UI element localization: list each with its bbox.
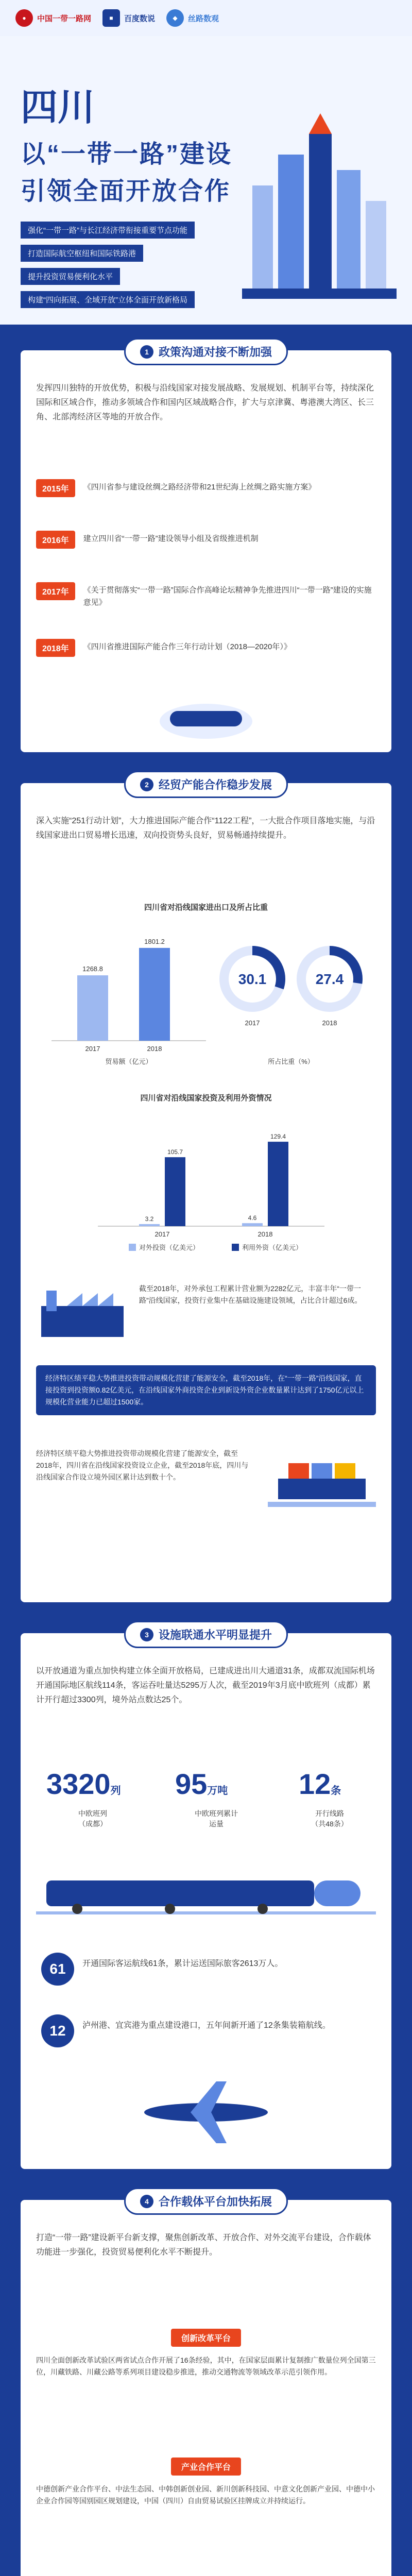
section-title: 合作载体平台加快拓展 [158,2195,272,2208]
timeline-text: 《四川省参与建设丝绸之路经济带和21世纪海上丝绸之路实施方案》 [83,483,316,492]
year-badge: 2018年 [36,639,75,657]
year-badge: 2016年 [36,531,75,549]
section-4-header [124,2188,288,2215]
investment-chart [36,1108,376,1262]
factory-illustration [36,1280,129,1342]
bar-value-label: 105.7 [167,1148,183,1156]
section-paragraph: 以开放通道为重点加快构建立体全面开放格局，已建成进出川大通道31条，成都双流国际机场开通国际地区航线114条，客运吞吐量达5295万人次，截至2019年3月底中欧班列（成都）累计开行超过3300列，境外站点数达25个。 [36,1667,375,1704]
airplane-illustration [134,2071,278,2154]
year-badge: 2015年 [36,479,75,497]
stat-unit: 条 [331,1785,341,1797]
silk-road-logo-icon: ◆ [166,9,184,27]
bar-value-label: 3.2 [145,1215,154,1223]
stat-caption: 中欧班列累计 运量 [195,1809,238,1828]
legend-swatch [129,1244,136,1251]
section-number: 2 [140,778,153,791]
hero-tags [21,222,195,308]
section-paragraph: 深入实施“251行动计划”，大力推进国际产能合作“1122工程”，一大批合作项目落地实施，与沿线国家进出口贸易增长迅速，双向投资势头良好，贸易畅通持续提升。 [36,817,375,840]
section-platforms [21,2195,391,2576]
legend-label: 对外投资（亿美元） [139,1244,200,1251]
legend-swatch [232,1244,239,1251]
container-ship-illustration [268,1437,376,1525]
x-tick-label: 2017 [154,1230,170,1238]
hero-subtitle-2: 引领全面开放合作 [21,178,231,205]
flights-note: 开通国际客运航线61条，累计运送国际旅客2613万人。 [82,1959,283,1968]
section-trade [21,778,391,1602]
platform-1-title: 创新改革平台 [171,2329,241,2347]
legend-label: 所占比重（%） [268,1058,314,1065]
bar-value-label: 129.4 [270,1133,286,1141]
section-title: 政策沟通对接不断加强 [158,346,272,359]
x-tick-label: 2018 [322,1019,337,1027]
hero-tag: 打造国际航空枢纽和国际铁路港 [21,245,143,262]
stat-number: 12 [299,1768,331,1800]
hero [0,36,412,325]
flights-count-badge: 61 [41,1953,74,1986]
hero-tag: 提升投资贸易便利化水平 [21,268,120,285]
bar [268,1142,288,1226]
trade-note: 截至2018年，对外承包工程累计营业额为2282亿元，丰富丰年“一带一路”沿线国家，投资行业集中在基础设施建设领域，占比合计超过6成。 [139,1284,362,1304]
section-infrastructure [21,1629,391,2169]
stat-value [46,1767,121,1801]
timeline-item [36,479,376,497]
chart-1-title: 四川省对沿线国家进出口及所占比重 [144,903,268,912]
bar [139,948,170,1041]
timeline-text: 《关于贯彻落实“一带一路”国际合作高峰论坛精神争先推进四川“一带一路”建设的实施意见》 [83,586,372,607]
train-illustration [36,1850,376,1927]
hero-tag: 强化“一带一路”与长江经济带衔接重要节点功能 [21,222,195,239]
x-tick-label: 2017 [245,1019,260,1027]
handshake-illustration [149,685,263,742]
ratio-value-label: 27.4 [315,971,344,987]
section-title: 经贸产能合作稳步发展 [158,778,272,791]
section-number: 3 [140,1628,153,1641]
section-number: 1 [140,345,153,359]
bar [77,975,108,1041]
stat-value [299,1767,341,1801]
section-2-header [124,771,288,798]
brand-1-label: 中国一带一路网 [37,14,92,23]
stat-caption: 中欧班列 （成都） [78,1809,107,1828]
x-tick-label: 2017 [85,1045,100,1053]
legend-label: 贸易额（亿元） [105,1058,152,1065]
x-tick-label: 2018 [147,1045,162,1053]
brand-logo-3[interactable] [166,9,219,27]
stat-value [175,1767,228,1801]
bar [242,1223,263,1226]
timeline-text: 《四川省推进国际产能合作三年行动计划（2018—2020年）》 [83,642,291,651]
bar [139,1224,160,1226]
section-policy [21,346,391,752]
chart-2-title: 四川省对沿线国家投资及利用外资情况 [140,1094,272,1103]
park-note: 经济特区绩平稳大势推进投资带动规模化营建了能源安全，截至2018年，四川省在沿线国家投资设立企业，截至2018年底，四川与沿线国家合作设立境外园区累计达到数十个。 [36,1449,249,1481]
stat-number: 3320 [46,1768,111,1800]
platform-1-text: 四川全面创新改革试验区两省试点合作开展了16条经验，其中，在国家层面累计复制推广数量位列全国第三位，川藏铁路、川藏公路等系列项目建设稳步推进，推动交通物流等领域改革示范引领作用。 [36,2356,376,2376]
section-number: 4 [140,2195,153,2208]
stat-unit: 列 [110,1785,121,1797]
legend-label: 利用外资（亿美元） [242,1244,303,1251]
brand-3-label: 丝路数观 [188,14,219,23]
bar-value-label: 4.6 [248,1214,257,1222]
year-badge: 2017年 [36,582,75,600]
section-title: 设施联通水平明显提升 [158,1629,272,1641]
hero-subtitle-1: 以“一带一路”建设 [21,141,233,168]
brand-logo-2[interactable] [102,9,155,27]
brand-2-label: 百度数说 [124,14,156,23]
hero-tag: 构建“四向拓展、全域开放”立体全面开放新格局 [21,291,195,308]
platform-2-text: 中德创新产业合作平台、中法生态园、中韩创新创业园、新川创新科技园、中意文化创新产业园、中德中小企业合作园等国别园区规划建设，中国（四川）自由贸易试验区挂牌成立并持续运行。 [36,2485,375,2505]
section-3-header [124,1621,288,1648]
investment-note-box: 经济特区绩平稳大势推进投资带动规模化营建了能源安全，截至2018年，在“一带一路”沿线国家，直接投资到投资额0.82亿美元，在沿线国家外商投资企业到新设外资企业数量累计达到了1750亿元以上规模化营业能力已超过1500家。 [36,1365,376,1415]
shipping-note: 泸州港、宜宾港为重点建设港口，五年间新开通了12条集装箱航线。 [82,2021,331,2030]
timeline-item [36,639,376,657]
section-paragraph: 打造“一带一路”建设新平台新支撑，聚焦创新改革、开放合作、对外交流平台建设，合作载体功能进一步强化，投资贸易便利化水平不断提升。 [36,2233,371,2257]
baidu-logo-icon: ■ [102,9,120,27]
bar-value-label: 1268.8 [82,965,103,973]
x-tick-label: 2018 [258,1230,273,1238]
trade-chart [36,917,376,1072]
stat-caption: 开行线路 （共48条） [311,1809,348,1828]
timeline-text: 建立四川省“一带一路”建设领导小组及省级推进机制 [83,534,259,543]
stat-number: 95 [175,1768,208,1800]
section-1-header [124,338,288,365]
timeline-item [36,531,376,549]
top-bar [0,0,412,36]
shipping-count-badge: 12 [41,2014,74,2047]
brand-logo-1[interactable] [15,9,91,27]
ratio-value-label: 30.1 [238,971,267,987]
hero-title: 四川 [21,87,95,128]
timeline-item [36,582,376,609]
platform-2-title: 产业合作平台 [171,2458,241,2476]
bar-value-label: 1801.2 [144,937,165,945]
bar [165,1157,185,1226]
city-skyline-illustration [242,113,397,299]
belt-road-logo-icon: ● [15,9,33,27]
section-paragraph: 发挥四川独特的开放优势，积极与沿线国家对接发展战略、发展规划、机制平台等，持续深化国际和区域合作，推动多领域合作和国内区域战略合作，扩大与京津冀、粤港澳大湾区、长三角、北部湾经济区等地的开放合作。 [36,384,374,421]
stat-unit: 万吨 [207,1785,228,1797]
